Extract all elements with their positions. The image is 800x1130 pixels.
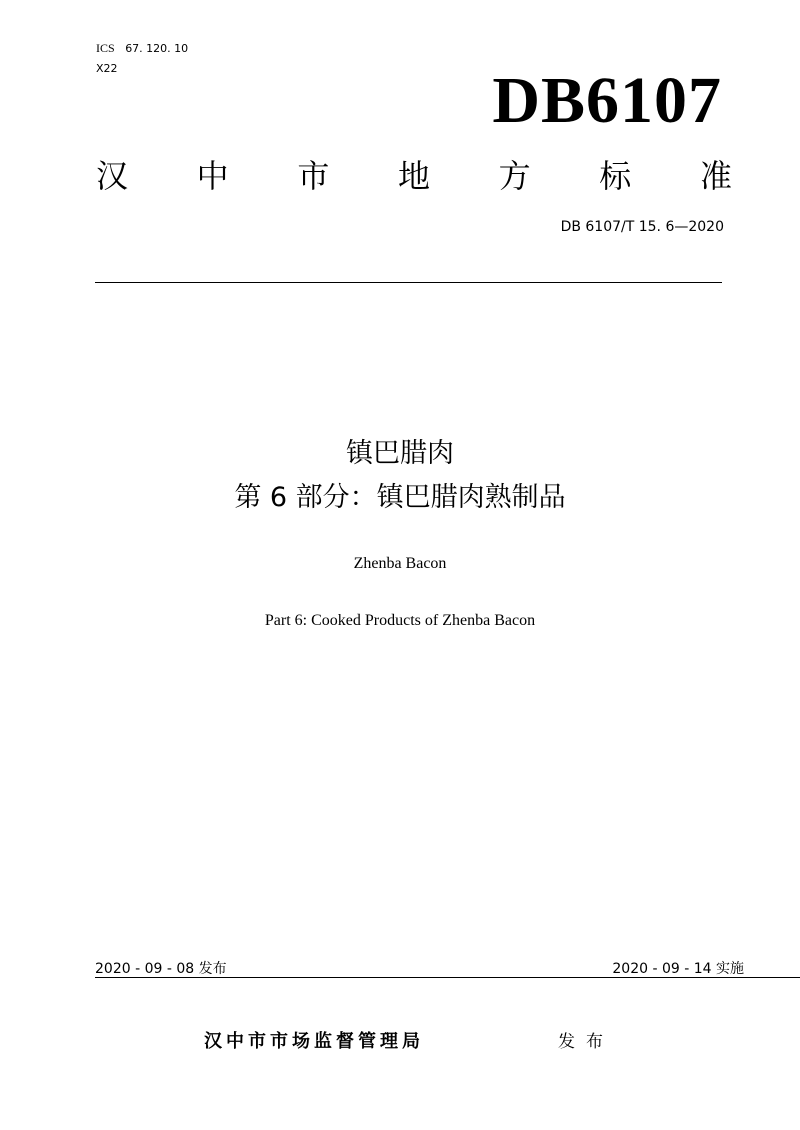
issue-label: 发布: [558, 1032, 614, 1052]
issue-date: 2020 - 09 - 08 发布: [95, 961, 227, 977]
issuing-authority: 汉中市市场监督管理局: [204, 1031, 424, 1052]
footer-divider: [95, 977, 800, 978]
standard-logo: DB6107: [492, 64, 722, 137]
standard-type-char: 汉: [96, 157, 129, 195]
standard-type-char: 方: [498, 157, 531, 195]
ics-label: ICS: [96, 41, 115, 55]
standard-type-heading: [96, 150, 732, 202]
standard-type-char: 中: [196, 157, 229, 195]
standard-number: DB 6107/T 15. 6—2020: [560, 219, 724, 235]
standard-type-char: 准: [699, 157, 732, 195]
document-title: 镇巴腊肉: [346, 438, 454, 469]
ics-code: 67. 120. 10: [125, 42, 189, 55]
ics-classification: [96, 41, 188, 56]
document-title-english: Zhenba Bacon: [353, 555, 447, 572]
standard-type-char: 市: [297, 157, 330, 195]
header-divider: [95, 282, 722, 283]
standard-type-char: 标: [599, 157, 632, 195]
standard-type-char: 地: [397, 157, 430, 195]
document-part-title: 第 6 部分：镇巴腊肉熟制品: [234, 482, 566, 513]
document-part-title-english: Part 6: Cooked Products of Zhenba Bacon: [264, 612, 536, 629]
implementation-date: 2020 - 09 - 14 实施: [612, 961, 744, 977]
category-code: X22: [96, 62, 118, 75]
